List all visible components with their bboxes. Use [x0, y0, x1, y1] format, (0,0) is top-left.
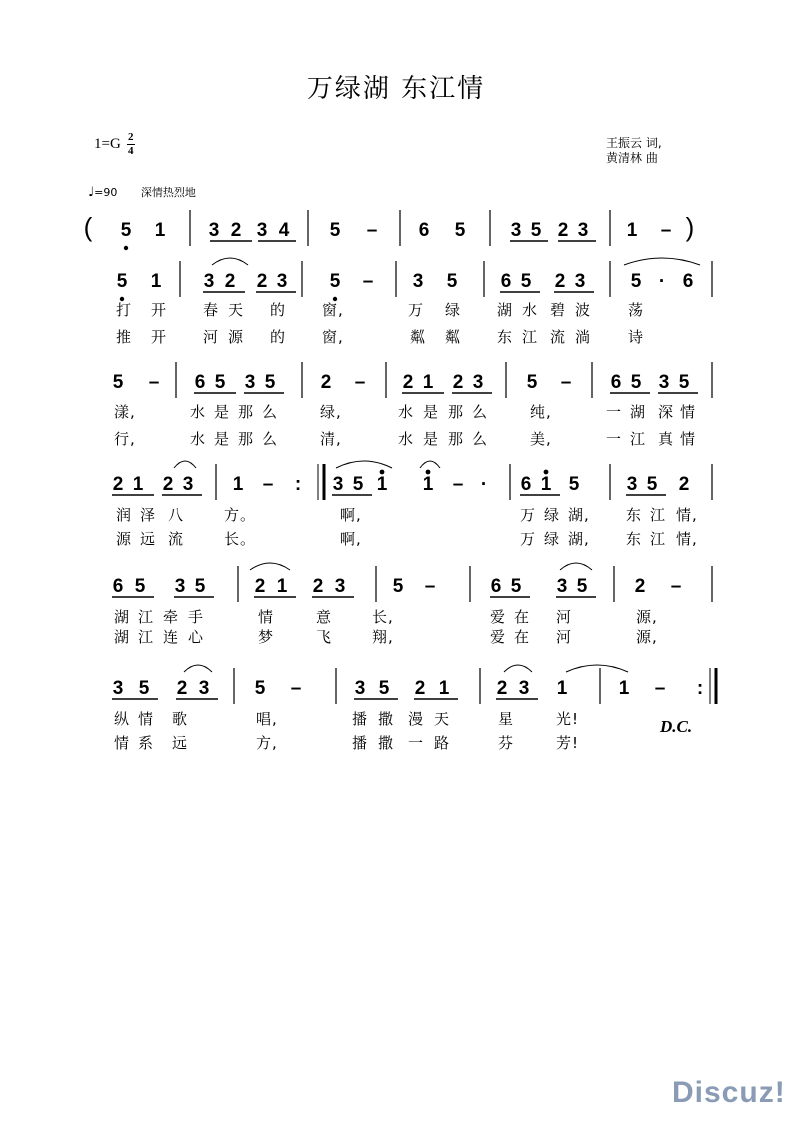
lyric-syllable: 纵	[114, 710, 131, 728]
lyric-syllable: 纯,	[530, 403, 552, 421]
note: 3	[198, 678, 210, 699]
note: 3	[276, 271, 288, 292]
note: 5	[630, 271, 642, 292]
note: 1	[232, 474, 244, 495]
note: –	[366, 220, 378, 241]
lyric-syllable: 方。	[224, 506, 257, 524]
note: 1	[556, 678, 568, 699]
note: 6	[112, 576, 124, 597]
note: 2	[230, 220, 242, 241]
lyric-syllable: 碧	[550, 301, 567, 319]
note: 3	[658, 372, 670, 393]
lyric-syllable: 波	[575, 301, 592, 319]
note: 5	[678, 372, 690, 393]
lyric-syllable: 系	[138, 734, 155, 752]
slur	[624, 258, 700, 265]
composer-credit: 黄清林 曲	[606, 151, 658, 165]
note: –	[654, 678, 666, 699]
note: 2	[557, 220, 569, 241]
lyric-syllable: 啊,	[340, 506, 362, 524]
lyric-syllable: 心	[188, 628, 205, 646]
note: 2	[256, 271, 268, 292]
note: 3	[574, 271, 586, 292]
lyric-syllable: 湖	[497, 301, 514, 319]
lyric-syllable: 八	[168, 506, 185, 524]
time-unit: 4	[128, 145, 134, 157]
expression-mark: 深情热烈地	[140, 186, 196, 199]
lyric-syllable: 开	[151, 328, 168, 346]
lyric-syllable: 情	[680, 403, 697, 421]
lyric-syllable: 一	[606, 430, 623, 448]
lyric-syllable: 江	[650, 530, 667, 548]
note: 1	[422, 474, 434, 495]
lyric-syllable: 在	[514, 628, 531, 646]
note: 5	[526, 372, 538, 393]
note: 5	[194, 576, 206, 597]
lyric-syllable: 湖,	[568, 506, 590, 524]
watermark-logo: Discuz!	[672, 1076, 786, 1109]
lyric-syllable: 一	[408, 734, 425, 752]
lyric-syllable: 唱,	[256, 710, 278, 728]
note: 3	[174, 576, 186, 597]
lyric-syllable: 么	[472, 430, 489, 448]
lyric-syllable: 啊,	[340, 530, 362, 548]
note: 2	[634, 576, 646, 597]
note: ·	[480, 474, 488, 495]
note: 5	[120, 220, 132, 241]
lyric-syllable: 开	[151, 301, 168, 319]
lyric-syllable: 在	[514, 608, 531, 626]
note: –	[670, 576, 682, 597]
lyric-syllable: 万	[408, 301, 425, 319]
lyric-syllable: 万	[520, 506, 537, 524]
note: 6	[418, 220, 430, 241]
lyric-syllable: 手	[188, 608, 205, 626]
lyric-syllable: 情,	[676, 506, 698, 524]
lyric-syllable: 么	[262, 403, 279, 421]
note: 2	[402, 372, 414, 393]
slur	[336, 461, 392, 468]
note: 5	[138, 678, 150, 699]
octave-dot-above	[380, 470, 385, 475]
note: :	[696, 678, 704, 699]
note: 6	[194, 372, 206, 393]
lyric-syllable: 绿	[544, 530, 561, 548]
lyric-syllable: 水	[190, 403, 207, 421]
note: 5	[576, 576, 588, 597]
lyric-syllable: 芬	[498, 734, 515, 752]
note: 1	[376, 474, 388, 495]
lyric-syllable: 情	[138, 710, 155, 728]
lyric-syllable: 长,	[372, 608, 394, 626]
note: 2	[162, 474, 174, 495]
lyric-syllable: 播	[352, 734, 369, 752]
lyric-syllable: 一	[606, 403, 623, 421]
note: 3	[577, 220, 589, 241]
lyric-syllable: 是	[214, 403, 231, 421]
lyric-syllable: 情	[258, 608, 275, 626]
lyric-syllable: 长。	[224, 530, 257, 548]
note: 2	[554, 271, 566, 292]
lyric-syllable: 行,	[114, 430, 136, 448]
lyric-syllable: 河	[556, 628, 573, 646]
note: 5	[520, 271, 532, 292]
note: 5	[264, 372, 276, 393]
note: 3	[354, 678, 366, 699]
note: 3	[412, 271, 424, 292]
lyric-syllable: 星	[498, 710, 515, 728]
lyric-syllable: 是	[214, 430, 231, 448]
lyric-syllable: 窗,	[322, 328, 344, 346]
lyric-syllable: 那	[448, 403, 465, 421]
da-capo-mark: D.C.	[660, 717, 693, 736]
song-title: 万绿湖 东江情	[306, 74, 486, 104]
note: 5	[392, 576, 404, 597]
note: 2	[678, 474, 690, 495]
note: 3	[510, 220, 522, 241]
lyric-syllable: 路	[434, 734, 451, 752]
note: 3	[208, 220, 220, 241]
note: 3	[203, 271, 215, 292]
lyric-syllable: 湖	[114, 628, 131, 646]
lyric-syllable: 那	[238, 430, 255, 448]
note: 3	[626, 474, 638, 495]
note: 1	[276, 576, 288, 597]
note: 2	[312, 576, 324, 597]
note: 5	[214, 372, 226, 393]
lyric-syllable: 万	[520, 530, 537, 548]
quarter-note-icon: ♩	[88, 185, 95, 200]
lyric-syllable: 诗	[628, 328, 645, 346]
note: –	[362, 271, 374, 292]
lyric-syllable: 远	[140, 530, 157, 548]
note: 2	[496, 678, 508, 699]
slur	[566, 665, 628, 672]
lyric-syllable: 飞	[316, 628, 333, 646]
lyric-syllable: 水	[522, 301, 539, 319]
note: 3	[334, 576, 346, 597]
lyric-syllable: 打	[116, 301, 133, 319]
note: 6	[500, 271, 512, 292]
note: 5	[510, 576, 522, 597]
note: 3	[518, 678, 530, 699]
slur	[212, 258, 248, 265]
lyric-syllable: 江	[522, 328, 539, 346]
lyric-syllable: 淌	[575, 328, 592, 346]
lyric-syllable: 是	[423, 430, 440, 448]
lyric-syllable: 源,	[636, 608, 658, 626]
note: 5	[630, 372, 642, 393]
note: )	[685, 212, 695, 242]
note: –	[290, 678, 302, 699]
lyric-syllable: 湖,	[568, 530, 590, 548]
time-beats: 2	[128, 131, 134, 143]
note: 5	[254, 678, 266, 699]
note: 5	[134, 576, 146, 597]
lyric-syllable: 润	[116, 506, 133, 524]
lyric-syllable: 翔,	[372, 628, 394, 646]
lyric-syllable: 湖	[630, 403, 647, 421]
note: 5	[454, 220, 466, 241]
lyric-syllable: 深	[658, 403, 675, 421]
lyric-syllable: 源	[116, 530, 133, 548]
lyric-syllable: 江	[138, 628, 155, 646]
lyric-syllable: 漾,	[114, 403, 136, 421]
lyric-syllable: 天	[228, 301, 245, 319]
lyric-syllable: 江	[138, 608, 155, 626]
octave-dot-above	[426, 470, 431, 475]
lyric-syllable: 河	[203, 328, 220, 346]
slur	[504, 665, 532, 672]
lyric-syllable: 芳!	[556, 734, 580, 752]
lyric-syllable: 荡	[628, 301, 645, 319]
slur	[560, 563, 592, 570]
lyric-syllable: 清,	[320, 430, 342, 448]
note: 5	[446, 271, 458, 292]
lyric-syllable: 梦	[258, 628, 275, 646]
lyric-syllable: 情	[680, 430, 697, 448]
lyric-syllable: 东	[626, 530, 643, 548]
lyric-syllable: 粼	[445, 328, 462, 346]
lyric-syllable: 的	[270, 328, 287, 346]
lyric-syllable: 撒	[378, 734, 395, 752]
slur	[184, 665, 212, 672]
note: –	[560, 372, 572, 393]
note: 5	[646, 474, 658, 495]
note: 6	[520, 474, 532, 495]
lyric-syllable: 水	[398, 403, 415, 421]
lyric-syllable: 连	[163, 628, 180, 646]
note: 2	[176, 678, 188, 699]
note: 5	[329, 271, 341, 292]
lyric-syllable: 的	[270, 301, 287, 319]
note: ·	[658, 271, 666, 292]
note: 2	[254, 576, 266, 597]
lyric-syllable: 么	[262, 430, 279, 448]
lyric-syllable: 江	[650, 506, 667, 524]
note: 2	[414, 678, 426, 699]
note: 1	[422, 372, 434, 393]
lyric-syllable: 绿,	[320, 403, 342, 421]
note: :	[294, 474, 302, 495]
note: –	[262, 474, 274, 495]
note: –	[660, 220, 672, 241]
note: 6	[682, 271, 694, 292]
note: 4	[278, 220, 290, 241]
lyric-syllable: 源	[228, 328, 245, 346]
lyric-syllable: 爱	[490, 608, 507, 626]
note: 2	[320, 372, 332, 393]
note: 1	[540, 474, 552, 495]
note: 5	[568, 474, 580, 495]
note: 3	[256, 220, 268, 241]
lyric-syllable: 么	[472, 403, 489, 421]
lyric-syllable: 方,	[256, 734, 278, 752]
lyric-syllable: 天	[434, 710, 451, 728]
lyricist-credit: 王振云 词,	[606, 136, 662, 150]
note: 3	[556, 576, 568, 597]
lyric-syllable: 春	[203, 301, 220, 319]
note: 5	[329, 220, 341, 241]
note: 6	[490, 576, 502, 597]
lyric-syllable: 粼	[410, 328, 427, 346]
lyric-syllable: 是	[423, 403, 440, 421]
note: 5	[378, 678, 390, 699]
note: 3	[332, 474, 344, 495]
note: (	[83, 212, 93, 242]
note: 1	[438, 678, 450, 699]
lyric-syllable: 那	[238, 403, 255, 421]
slur	[174, 461, 196, 468]
lyric-syllable: 水	[398, 430, 415, 448]
note: 1	[154, 220, 166, 241]
note: 2	[224, 271, 236, 292]
note: 3	[112, 678, 124, 699]
lyric-syllable: 江	[630, 430, 647, 448]
note: –	[424, 576, 436, 597]
lyric-syllable: 东	[497, 328, 514, 346]
tempo-value: =90	[94, 186, 118, 199]
lyric-syllable: 意	[316, 608, 333, 626]
note: 5	[112, 372, 124, 393]
key-tonic: 1=G	[94, 136, 121, 152]
lyric-syllable: 美,	[530, 430, 552, 448]
note: 6	[610, 372, 622, 393]
note: –	[148, 372, 160, 393]
lyric-syllable: 远	[172, 734, 189, 752]
lyric-syllable: 源,	[636, 628, 658, 646]
octave-dot-above	[544, 470, 549, 475]
note: 1	[618, 678, 630, 699]
note: 3	[244, 372, 256, 393]
octave-dot-below	[124, 246, 128, 250]
lyric-syllable: 情,	[676, 530, 698, 548]
lyric-syllable: 窗,	[322, 301, 344, 319]
lyric-syllable: 漫	[408, 710, 425, 728]
lyric-syllable: 推	[116, 328, 133, 346]
note: 2	[112, 474, 124, 495]
lyric-syllable: 真	[658, 430, 675, 448]
slur	[250, 563, 290, 570]
lyric-syllable: 流	[168, 530, 185, 548]
note: 1	[132, 474, 144, 495]
lyric-syllable: 绿	[445, 301, 462, 319]
lyric-syllable: 河	[556, 608, 573, 626]
lyric-syllable: 泽	[140, 506, 157, 524]
note: 5	[116, 271, 128, 292]
lyric-syllable: 湖	[114, 608, 131, 626]
note: 5	[352, 474, 364, 495]
lyric-syllable: 爱	[490, 628, 507, 646]
note: –	[354, 372, 366, 393]
note: 3	[182, 474, 194, 495]
lyric-syllable: 那	[448, 430, 465, 448]
lyric-syllable: 流	[550, 328, 567, 346]
lyric-syllable: 牵	[163, 608, 180, 626]
lyric-syllable: 撒	[378, 710, 395, 728]
lyric-syllable: 歌	[172, 710, 189, 728]
lyric-syllable: 光!	[556, 710, 580, 728]
note: 3	[472, 372, 484, 393]
lyric-syllable: 播	[352, 710, 369, 728]
lyric-syllable: 水	[190, 430, 207, 448]
note: 2	[452, 372, 464, 393]
lyric-syllable: 绿	[544, 506, 561, 524]
note: –	[452, 474, 464, 495]
lyric-syllable: 东	[626, 506, 643, 524]
slur	[420, 461, 440, 468]
note: 1	[150, 271, 162, 292]
note: 5	[530, 220, 542, 241]
note: 1	[626, 220, 638, 241]
lyric-syllable: 情	[114, 734, 131, 752]
